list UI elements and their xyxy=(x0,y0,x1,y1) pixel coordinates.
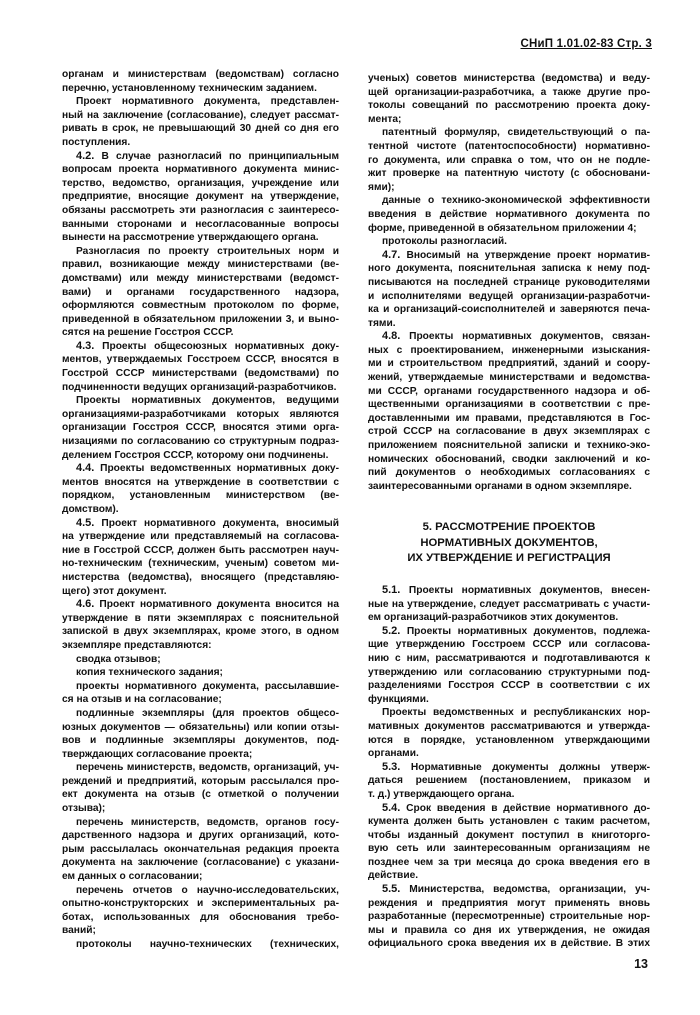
text-line xyxy=(368,761,650,775)
text-line: действие. xyxy=(368,870,419,882)
text-line: разработанные (пересмотренные) строительные нор- xyxy=(368,911,650,923)
text-line xyxy=(62,150,339,164)
text-line: ментов, утверждаемых Госстроем СССР, вносятся в xyxy=(62,354,339,366)
text-line: ем организаций-разработчиков этих документов. xyxy=(368,612,619,624)
text-line: мы и правила со дня их утверждения, не ожидая xyxy=(368,924,650,936)
text-line: копия технического задания; xyxy=(76,667,223,679)
text-line: тями. xyxy=(368,317,396,329)
text-line: и исполнителями ведущей организации-разработчи- xyxy=(368,290,650,302)
text-line: правил, возникающие между министерствами (ве- xyxy=(62,259,339,271)
clause-number: 5.4. xyxy=(382,801,401,814)
text-line: жений, утверждаемые министерствами и ведомства- xyxy=(368,372,650,384)
paragraph xyxy=(368,330,650,493)
line-text: Министерства, ведомства, организации, уч- xyxy=(400,884,650,896)
line-text: Проект нормативного документа, вносимый xyxy=(94,517,339,529)
text-line: утверждение в пяти экземплярах с пояснительной xyxy=(62,612,339,624)
text-line: организации Госстроя СССР, вносятся этими орга- xyxy=(62,422,339,434)
paragraph xyxy=(62,884,339,938)
line-text: Проекты нормативных документов, внесен- xyxy=(400,585,650,596)
text-line: нистерства (ведомства), вносящего (представляю- xyxy=(62,571,339,583)
text-line: реждений и предприятий, которым рассылался про- xyxy=(62,775,339,787)
text-line: порядком, установленным министерством (ве- xyxy=(62,490,339,502)
text-line: проекты нормативного документа, рассылавшие- xyxy=(76,680,339,692)
text-line: обязаны рассмотреть эти разногласия с заинтересо- xyxy=(62,204,339,216)
text-line xyxy=(62,340,339,354)
text-line: ся на отзыв и на согласование; xyxy=(62,694,222,706)
section-title-line: 5. РАССМОТРЕНИЕ ПРОЕКТОВ xyxy=(422,521,596,533)
paragraph xyxy=(62,245,339,340)
text-line: ем данных о согласовании; xyxy=(62,871,203,883)
text-line: сводка отзывов; xyxy=(76,653,161,665)
text-line: ученых) советов министерства (ведомства) и веду- xyxy=(368,73,650,84)
section-title-line: ИХ УТВЕРЖДЕНИЕ И РЕГИСТРАЦИЯ xyxy=(407,552,611,564)
paragraph xyxy=(62,707,339,761)
text-line: запиской в двух экземплярах, кроме этого, в одном xyxy=(62,626,339,638)
text-line: Госстрой СССР министерствами (ведомствами) по xyxy=(62,368,339,380)
text-line: сятся на решение Госстроя СССР. xyxy=(62,327,234,339)
text-line: оформляются совместным протоколом по форме, xyxy=(62,300,339,312)
paragraph xyxy=(62,150,339,245)
paragraph xyxy=(368,194,650,235)
text-line: перечень отчетов о научно-исследовательских, xyxy=(76,884,339,896)
text-line: приведенной в обязательном приложении 3, и выно- xyxy=(62,313,339,325)
text-line: т. д.) утверждающего органа. xyxy=(368,788,515,800)
text-line xyxy=(62,517,339,531)
text-line: патентный формуляр, свидетельствующий о па- xyxy=(382,127,650,139)
text-line: мента; xyxy=(368,113,402,125)
text-line: позднее чем за три месяца до срока введения его в xyxy=(368,856,650,868)
text-line: Проекты ведомственных и республиканских нор- xyxy=(382,707,650,719)
text-line: ный на заключение (согласование), следует рассмат- xyxy=(62,109,339,121)
text-line: органами. xyxy=(368,748,419,760)
clause-number: 4.5. xyxy=(76,516,95,529)
text-line: форме, приведенной в обязательном приложении 4; xyxy=(368,222,637,234)
text-line: ного документа, пояснительная записка к нему под- xyxy=(368,263,650,275)
text-line: ваний; xyxy=(62,925,96,937)
text-line: строй СССР на согласование в двух экземплярах с xyxy=(368,426,650,438)
paragraph xyxy=(62,653,339,667)
paragraph xyxy=(368,625,650,707)
line-text: Вносимый на утверждение проект норматив- xyxy=(400,249,650,261)
text-line: реждения и предприятия могут применять вновь xyxy=(368,897,650,909)
paragraph xyxy=(62,816,339,884)
text-line: официального срока введения их в действие. В этих xyxy=(368,938,650,950)
text-line: дарственного надзора и других организаций, кото- xyxy=(62,830,339,842)
text-line: щественными организациями в соответствии с пре- xyxy=(368,399,650,411)
page-number: 13 xyxy=(634,957,648,971)
text-line: ка и организаций-соисполнителей и заверяются печа- xyxy=(368,304,650,316)
left-column xyxy=(62,68,339,952)
text-line: ные на утверждение, следует рассматривать с участи- xyxy=(368,598,650,610)
text-line: доставленными им правами, представляются в Гос- xyxy=(368,412,650,424)
line-text: Проекты ведомственных нормативных доку- xyxy=(94,463,339,475)
paragraph xyxy=(62,340,339,394)
text-line: вынести на рассмотрение утверждающего органа. xyxy=(62,232,319,244)
text-line: введения в действие нормативного документа по xyxy=(368,208,650,220)
paragraph xyxy=(62,394,339,462)
text-line: ект документа на отзыв (с отметкой о получении xyxy=(62,789,339,801)
text-line: ванными сторонами и несогласованные вопросы xyxy=(62,218,339,230)
text-line: протоколы разногласий. xyxy=(382,236,507,248)
paragraph xyxy=(62,517,339,599)
clause-number: 4.3. xyxy=(76,339,95,352)
text-line: вую сеть или заинтересованным организациям не xyxy=(368,843,650,855)
text-line: терство, ведомство, организация, учреждение или xyxy=(62,177,339,189)
text-line: перечень министерств, ведомств, организаций, уч- xyxy=(76,762,339,774)
paragraph xyxy=(62,598,339,652)
text-line: домствами) или между министерствами (ведомст- xyxy=(62,272,339,284)
text-line xyxy=(368,249,650,263)
paragraph xyxy=(62,666,339,680)
line-text: Нормативные документы должны утверж- xyxy=(400,761,650,773)
text-line: поступления. xyxy=(62,136,131,148)
text-line: ривать в срок, не превышающий 30 дней со дня его xyxy=(62,123,339,135)
paragraph xyxy=(368,706,650,760)
text-line: опытно-конструкторских и экспериментальных ра- xyxy=(62,898,339,910)
text-line xyxy=(62,462,339,476)
text-line: приложением пояснительной записки и технико-эко- xyxy=(368,440,650,452)
text-line: низациями по согласованию со структурным подраз- xyxy=(62,436,339,448)
text-line: документа на заключение (согласование) с указани- xyxy=(62,857,339,869)
text-line: ние в Госстрой СССР, должен быть рассмотрен науч- xyxy=(62,544,339,556)
text-line: функциями. xyxy=(368,693,429,705)
paragraph xyxy=(62,68,339,95)
clause-number: 4.6. xyxy=(76,598,95,611)
paragraph xyxy=(62,95,339,149)
paragraph xyxy=(368,235,650,249)
text-line: жит проверке на патентную чистоту (с обосновани- xyxy=(368,168,650,180)
text-line: домством). xyxy=(62,504,119,515)
text-line: разделениями Госстроя СССР в соответствии с их xyxy=(368,680,650,692)
text-line: вов и подлинные экземпляры документов, под- xyxy=(62,735,339,747)
text-line: мативных документов рассматриваются и утвержда- xyxy=(368,720,650,732)
text-line: данные о технико-экономической эффективности xyxy=(382,195,650,207)
text-line: утверждению или согласованию структурными под- xyxy=(368,666,650,678)
text-line: юзных документов — обязательны) или копии отзы- xyxy=(62,721,339,733)
text-line: ботах, использованных для обоснования требо- xyxy=(62,911,339,923)
text-line: заинтересованными органами в одном экземпляре. xyxy=(368,480,632,492)
paragraph xyxy=(368,761,650,802)
text-line: ются в порядке, установленном утверждающими xyxy=(368,734,650,746)
text-line: делением Госстроя СССР, которому они подчинены. xyxy=(62,449,329,461)
line-text: Проект нормативного документа вносится на xyxy=(94,599,339,611)
clause-number: 4.8. xyxy=(382,330,401,343)
text-line: предприятие, вносящие документ на утверждение, xyxy=(62,191,339,203)
clause-number: 4.2. xyxy=(76,149,95,162)
text-line: даться решением (постановлением, приказом и xyxy=(368,775,650,787)
paragraph xyxy=(368,883,650,951)
right-column-top xyxy=(368,72,650,493)
text-line: ных с проектированием, инженерными изыскания- xyxy=(368,344,650,356)
text-line: вопросам проекта нормативного документа минис- xyxy=(62,164,339,176)
right-column-bottom xyxy=(368,584,650,951)
text-line: тентной чистоте (патентоспособности) нормативно- xyxy=(368,140,650,152)
text-line: токолы совещаний по рассмотрению проекта доку- xyxy=(368,100,650,112)
text-line: подчиненности ведущих организаций-разработчиков. xyxy=(62,381,337,393)
text-line: кумента должен быть установлен с таким расчетом, xyxy=(368,816,650,828)
text-line: щей организации-разработчика, а также другие про- xyxy=(368,86,650,98)
text-line xyxy=(368,330,650,344)
line-text: Проекты общесоюзных нормативных доку- xyxy=(94,340,339,352)
text-line: нию с ним, рассматриваются и подготавливаются к xyxy=(368,652,650,664)
text-line xyxy=(62,598,339,612)
paragraph xyxy=(62,761,339,815)
text-line: на утверждение или представляемый на согласова- xyxy=(62,531,339,543)
text-line: ментов вносятся на утверждение в соответствии с xyxy=(62,476,339,488)
text-line xyxy=(368,625,650,639)
text-line: чтобы изданный документ поступил в книготорго- xyxy=(368,829,650,841)
document-header: СНиП 1.01.02-83 Стр. 3 xyxy=(520,38,652,50)
paragraph xyxy=(62,938,339,952)
clause-number: 5.2. xyxy=(382,624,401,637)
line-text: Срок введения в действие нормативного до- xyxy=(400,802,650,814)
paragraph xyxy=(368,249,650,331)
clause-number: 4.4. xyxy=(76,462,95,475)
line-text: Проекты нормативных документов, связан- xyxy=(400,331,650,343)
text-line: щего) этот документ. xyxy=(62,585,167,597)
text-line: ми и строительством предприятий, зданий и соору- xyxy=(368,358,650,370)
text-line xyxy=(368,584,650,598)
text-line: Разногласия по проекту строительных норм и xyxy=(76,245,339,257)
text-line xyxy=(368,802,650,816)
text-line: писываются на последней странице руководителями xyxy=(368,276,650,288)
paragraph xyxy=(368,72,650,126)
clause-number: 5.1. xyxy=(382,584,401,596)
text-line: организациями-разработчиками которых являются xyxy=(62,408,339,420)
text-line: отзыва); xyxy=(62,803,106,815)
line-text: В случае разногласий по принципиальным xyxy=(94,150,339,162)
clause-number: 4.7. xyxy=(382,248,401,261)
paragraph xyxy=(368,802,650,884)
text-line: ями); xyxy=(368,181,395,193)
clause-number: 5.3. xyxy=(382,760,401,773)
paragraph xyxy=(62,680,339,707)
text-line: пий документов о необходимых согласованиях с xyxy=(368,467,650,479)
text-line: Проекты нормативных документов, ведущими xyxy=(76,395,339,407)
text-line: перечень министерств, ведомств, органов госу- xyxy=(76,816,339,828)
section-title xyxy=(368,520,650,567)
text-line: го документа, или справка о том, что он не подле- xyxy=(368,154,650,166)
text-line xyxy=(368,883,650,897)
text-line: номических обоснований, сводки заключений и ко- xyxy=(368,453,650,465)
line-text: Проекты нормативных документов, подлежа- xyxy=(400,625,650,637)
text-line: подлинные экземпляры (для проектов общесо- xyxy=(76,707,339,719)
paragraph xyxy=(368,584,650,625)
clause-number: 5.5. xyxy=(382,883,401,896)
text-line: перечню, установленному техническим заданием. xyxy=(62,82,317,94)
text-line: ми СССР, органами государственного надзора и об- xyxy=(368,385,650,397)
text-line: щие утверждению Госстроем СССР или согласова- xyxy=(368,639,650,651)
text-line: тверждающих согласование проекта; xyxy=(62,748,253,760)
paragraph xyxy=(62,462,339,516)
paragraph xyxy=(368,126,650,194)
text-line: рым рассылалась окончательная редакция проекта xyxy=(62,843,339,855)
text-line: экземпляре представляются: xyxy=(62,639,212,651)
text-line: органам и министерствам (ведомствам) согласно xyxy=(62,69,339,80)
section-title-line: НОРМАТИВНЫХ ДОКУМЕНТОВ, xyxy=(420,536,598,549)
text-line: протоколы научно-технических (технических, xyxy=(76,939,339,950)
text-line: но-техническим (техническим, ученым) советом ми- xyxy=(62,558,339,570)
text-line: Проект нормативного документа, представлен- xyxy=(76,96,339,108)
text-line: вами) и органами государственного надзора, xyxy=(62,286,339,298)
